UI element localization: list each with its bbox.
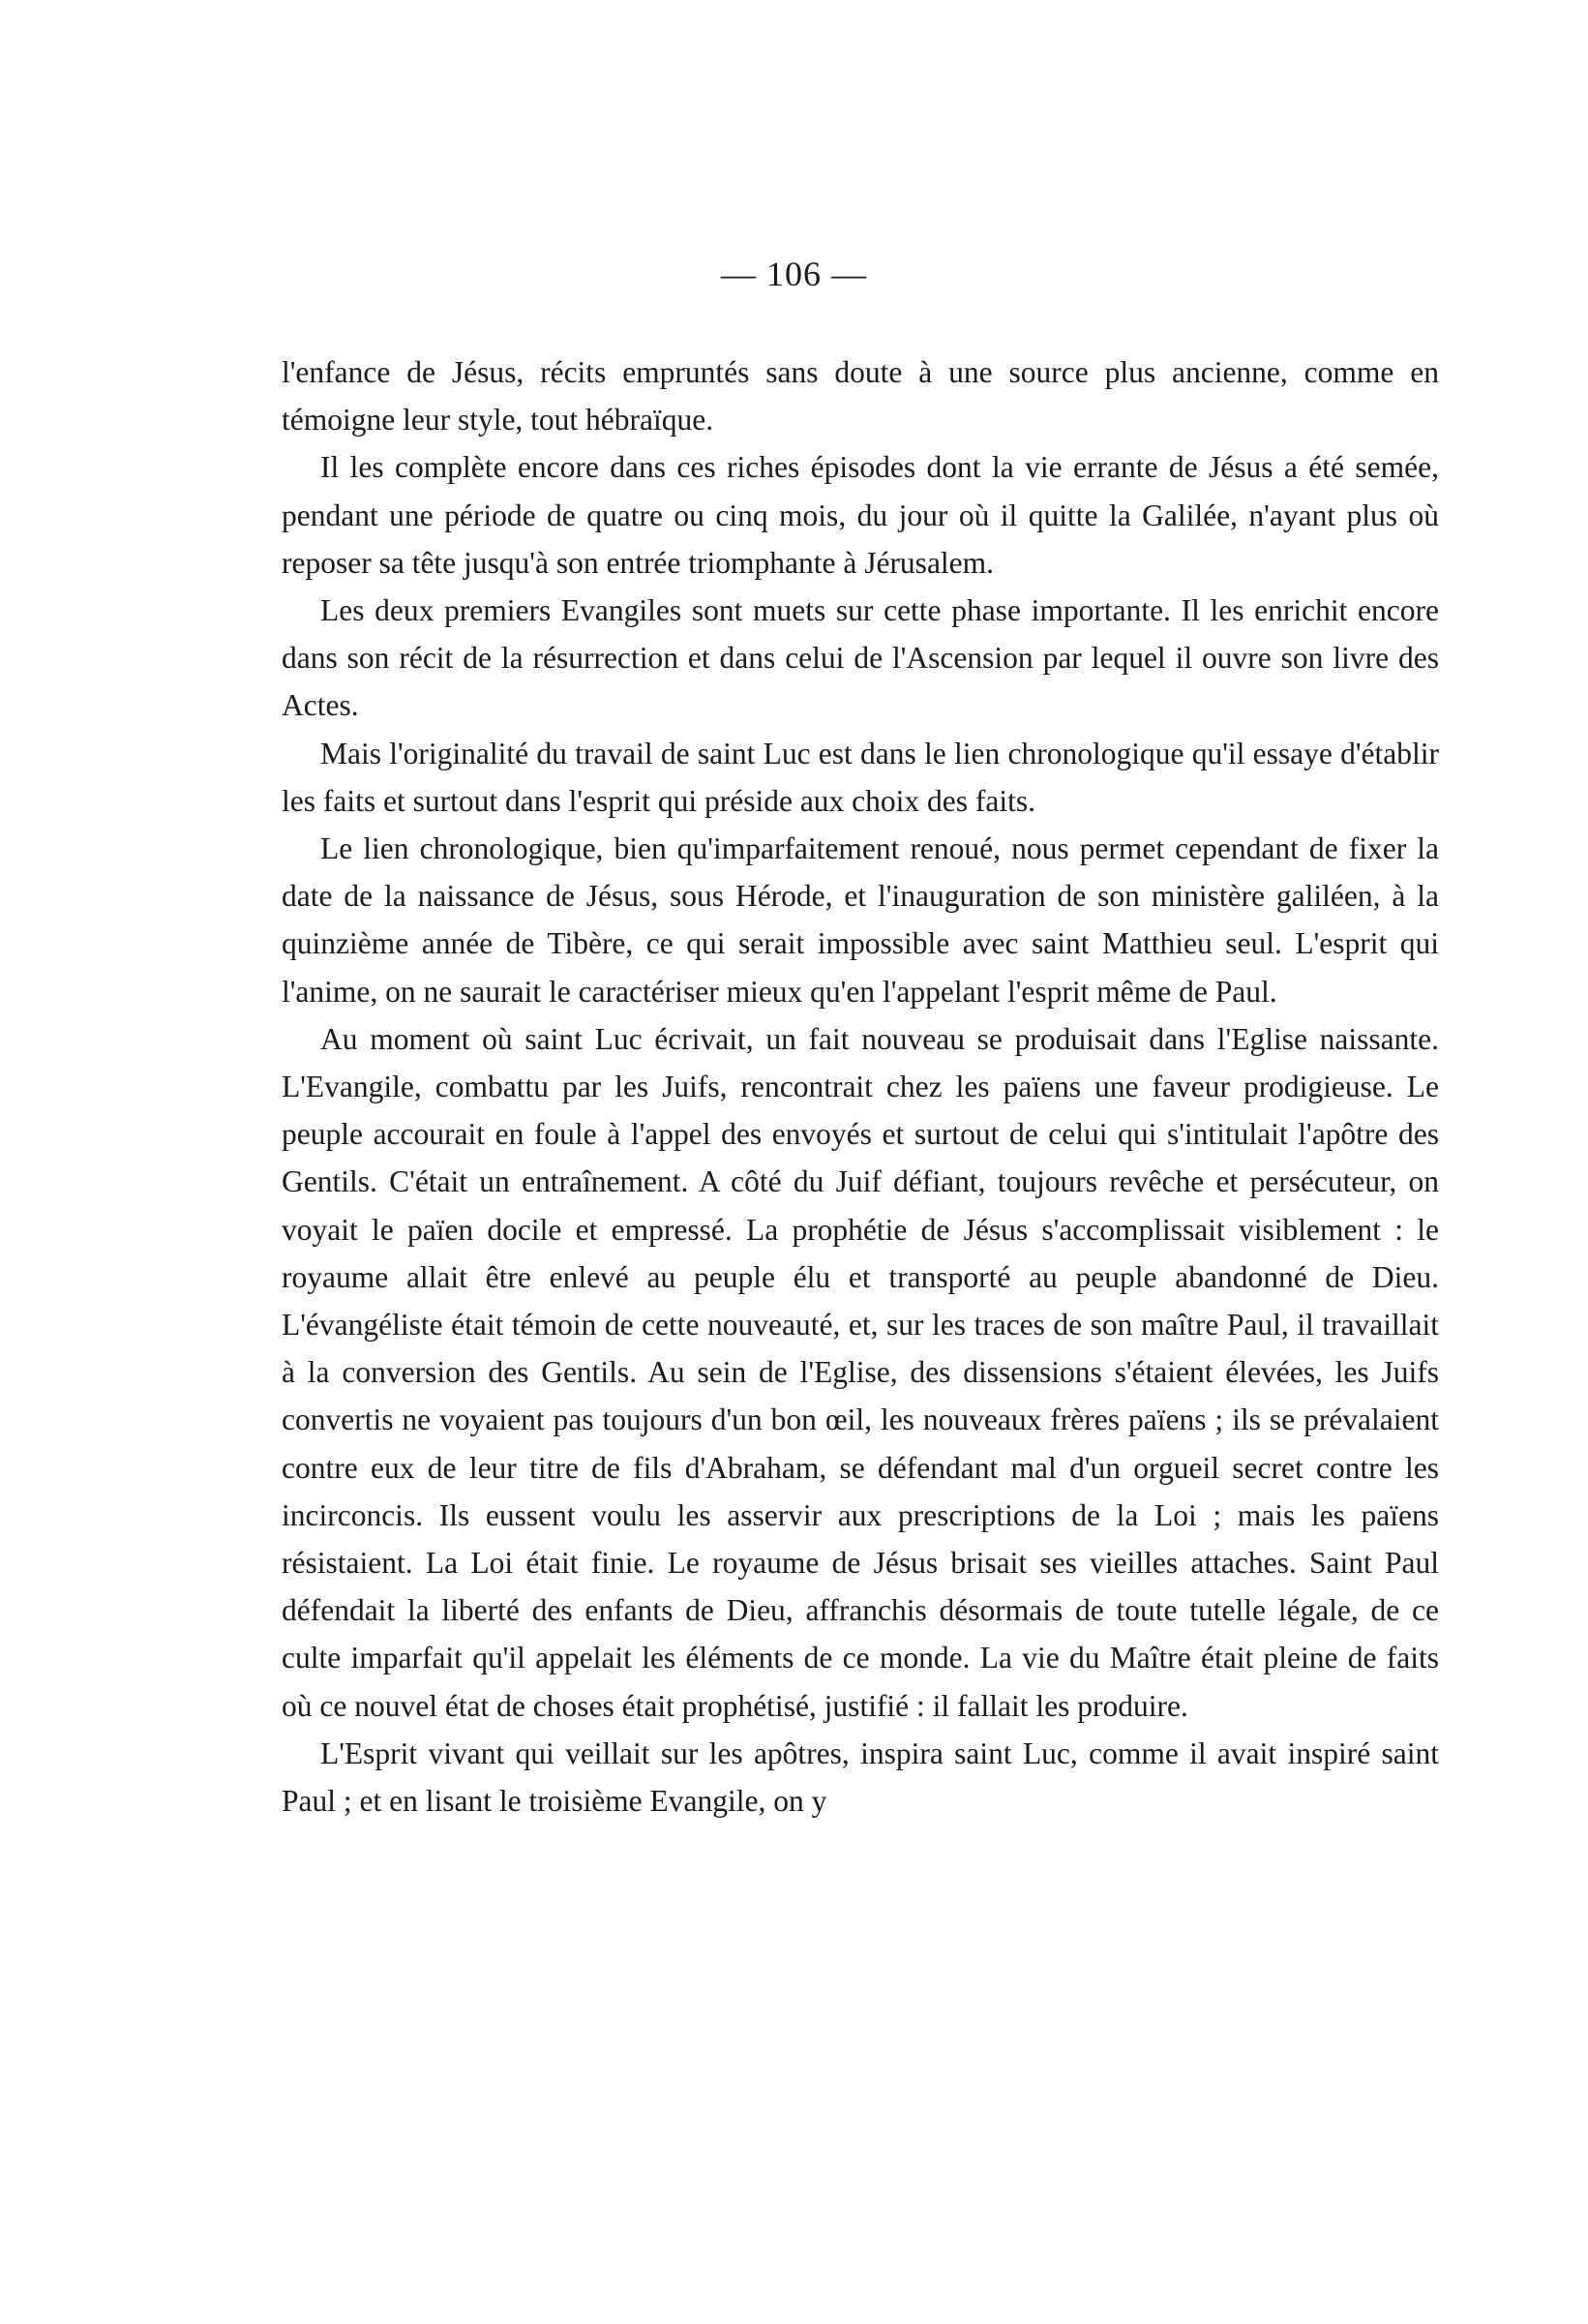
paragraph-3: Les deux premiers Evangiles sont muets sur cette phase importante. Il les enrichit encore dans son récit de la résurrection et dans celui de l'Ascension par lequel il ouvre son livre des Actes. <box>282 593 1439 723</box>
paragraph-6: Au moment où saint Luc écrivait, un fait nouveau se produisait dans l'Eglise naissante. L'Evangile, combattu par les Juifs, rencontrait chez les païens une faveur prodigieuse. Le peuple accourait en foule à l'appel des envoyés et surtout de celui qui s'intitulait l'apôtre des Gentils. C'était un entraînement. A côté du Juif défiant, toujours revêche et persécuteur, on voyait le païen docile et empressé. La prophétie de Jésus s'accomplissait visiblement : le royaume allait être enlevé au peuple élu et transporté au peuple abandonné de Dieu. L'évangéliste était témoin de cette nouveauté, et, sur les traces de son maître Paul, il travaillait à la conversion des Gentils. Au sein de l'Eglise, des dissensions s'étaient élevées, les Juifs convertis ne voyaient pas toujours d'un bon œil, les nouveaux frères païens ; ils se prévalaient contre eux de leur titre de fils d'Abraham, se défendant mal d'un orgueil secret contre les incirconcis. Ils eussent voulu les asservir aux prescriptions de la Loi ; mais les païens résistaient. La Loi était finie. Le royaume de Jésus brisait ses vieilles attaches. Saint Paul défendait la liberté des enfants de Dieu, affranchis désormais de toute tutelle légale, de ce culte imparfait qu'il appelait les éléments de ce monde. La vie du Maître était pleine de faits où ce nouvel état de choses était prophétisé, justifié : il fallait les produire. <box>282 1021 1439 1723</box>
paragraph-7: L'Esprit vivant qui veillait sur les apôtres, inspira saint Luc, comme il avait inspiré saint Paul ; et en lisant le troisième Evangile, on y <box>282 1735 1439 1819</box>
page-text-block <box>282 348 1439 1825</box>
paragraph-4: Mais l'originalité du travail de saint Luc est dans le lien chronologique qu'il essaye d'établir les faits et surtout dans l'esprit qui préside aux choix des faits. <box>282 736 1439 818</box>
page-number: — 106 — <box>721 255 867 293</box>
paragraph-2: Il les complète encore dans ces riches épisodes dont la vie errante de Jésus a été semée, pendant une période de quatre ou cinq mois, du jour où il quitte la Galilée, n'ayant plus où reposer sa tête jusqu'à son entrée triomphante à Jérusalem. <box>282 450 1439 580</box>
paragraph-5: Le lien chronologique, bien qu'imparfaitement renoué, nous permet cependant de fixer la date de la naissance de Jésus, sous Hérode, et l'inauguration de son ministère galiléen, à la quinzième année de Tibère, ce qui serait impossible avec saint Matthieu seul. L'esprit qui l'anime, on ne saurait le caractériser mieux qu'en l'appelant l'esprit même de Paul. <box>282 831 1439 1009</box>
paragraph-1: l'enfance de Jésus, récits empruntés sans doute à une source plus ancienne, comme en témoigne leur style, tout hébraïque. <box>282 355 1439 438</box>
